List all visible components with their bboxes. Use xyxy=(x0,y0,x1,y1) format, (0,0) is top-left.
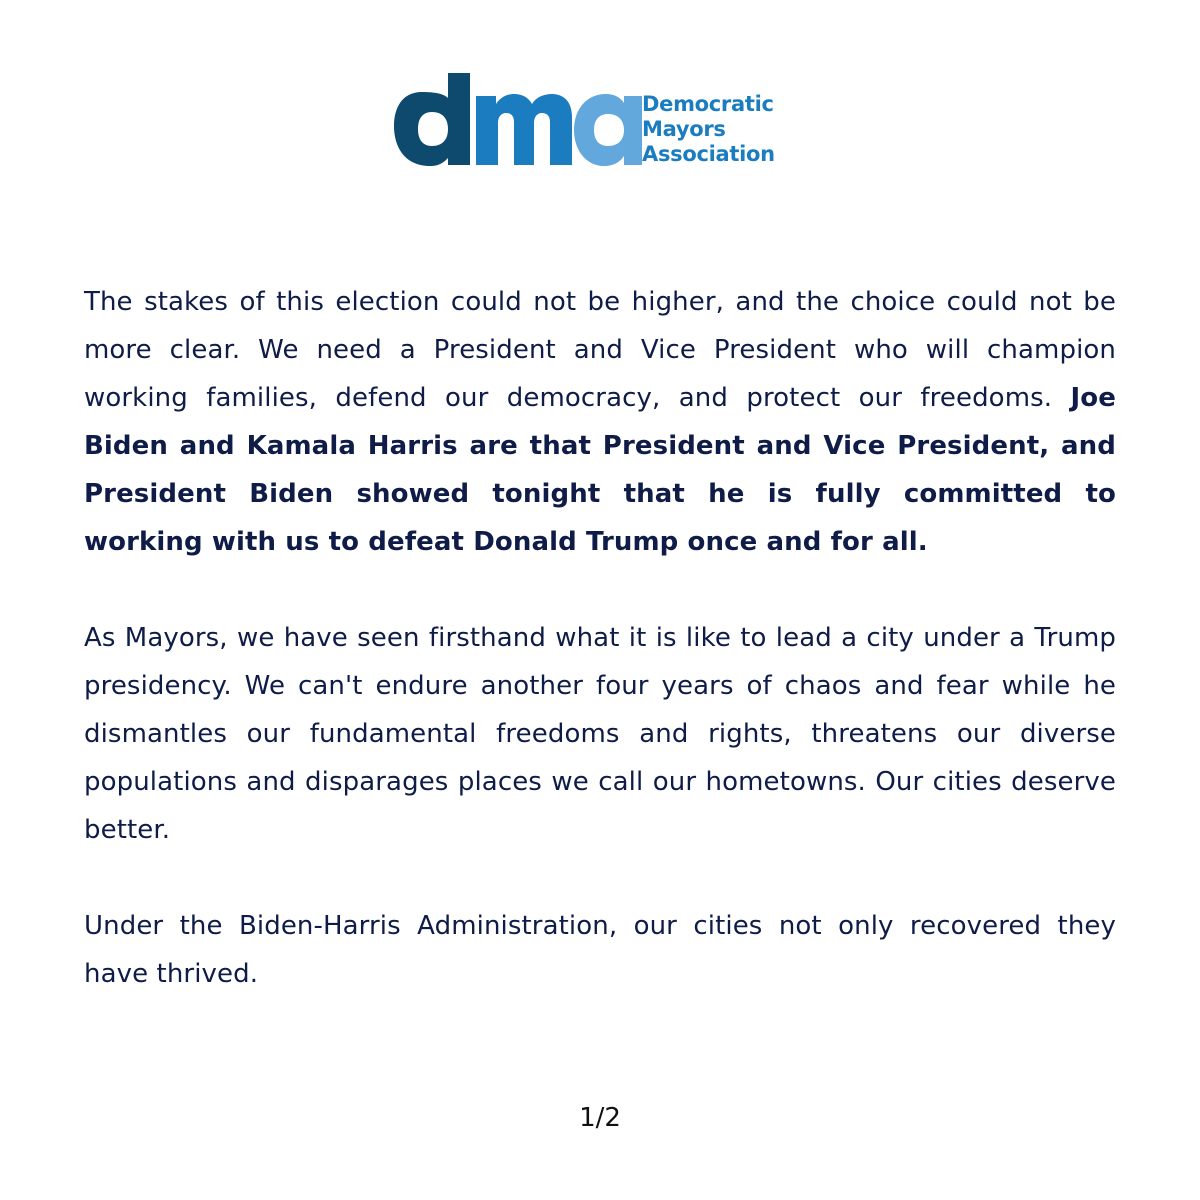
dma-logo-mark xyxy=(392,70,642,170)
statement-body xyxy=(84,278,1116,1046)
paragraph-1-regular-text: The stakes of this election could not be higher, and the choice could not be more clear. We need a President and Vice President who will champion working families, defend our democracy, and protect our freedoms. xyxy=(84,287,1116,413)
logo-letter-m xyxy=(476,94,572,165)
paragraph-1-bold-text: Joe Biden and Kamala Harris are that President and Vice President, and President Biden showed tonight that he is fully committed to working with us to defeat Donald Trump once and for all. xyxy=(84,383,1116,557)
logo-wordmark xyxy=(642,92,812,167)
logo-letter-a xyxy=(574,94,642,166)
paragraph-3: Under the Biden-Harris Administration, our cities not only recovered they have thrived. xyxy=(84,911,1116,989)
logo-wordmark-line3: Association xyxy=(642,142,775,166)
dma-logo xyxy=(392,70,812,170)
paragraph-2: As Mayors, we have seen firsthand what it is like to lead a city under a Trump presidency. We can't endure another four years of chaos and fear while he dismantles our fundamental freedoms and rights, threatens our diverse populations and disparages places we call our hometowns. Our cities deserve better. xyxy=(84,623,1116,845)
logo-letter-d xyxy=(394,73,470,166)
paragraph-1 xyxy=(84,278,1116,566)
page-number: 1/2 xyxy=(579,1103,621,1133)
logo-wordmark-line1: Democratic xyxy=(642,92,774,116)
logo-wordmark-line2: Mayors xyxy=(642,117,726,141)
